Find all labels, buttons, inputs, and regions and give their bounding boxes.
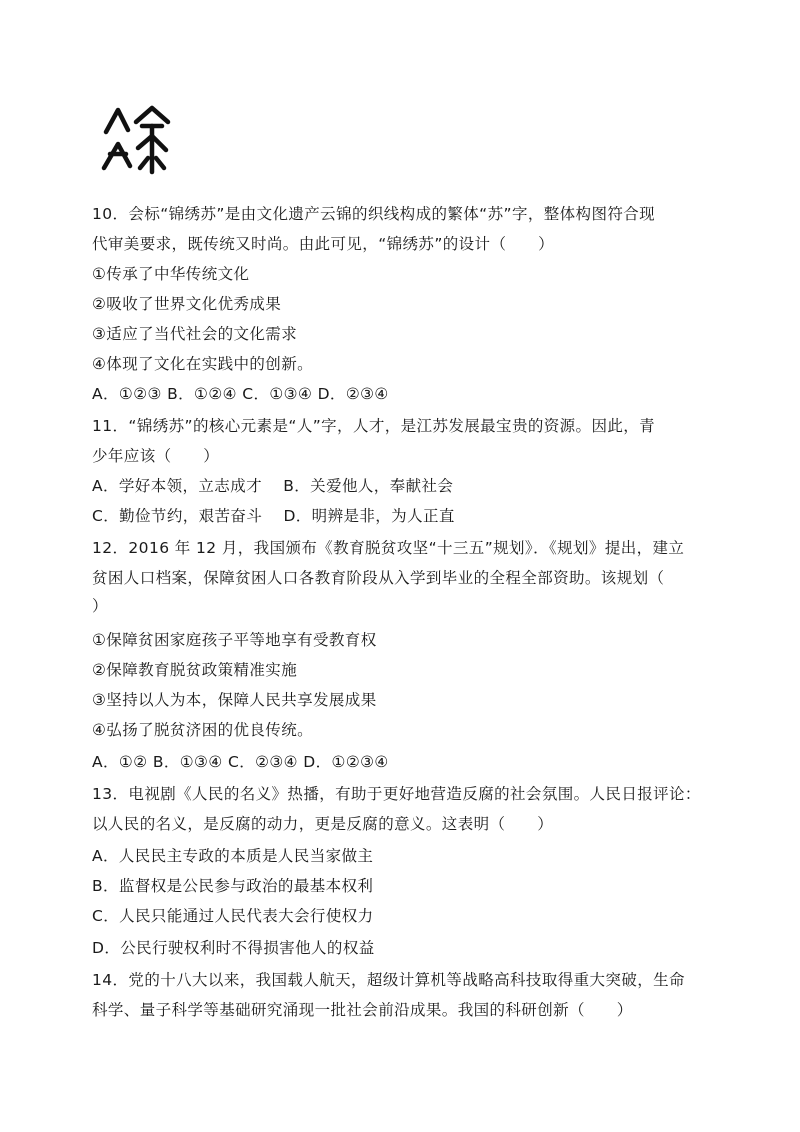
q10-option-3: ③适应了当代社会的文化需求 bbox=[92, 325, 298, 343]
q13-option-b: B．监督权是公民参与政治的最基本权利 bbox=[92, 877, 374, 895]
q12-option-1: ①保障贫困家庭孩子平等地享有受教育权 bbox=[92, 631, 377, 649]
q13-stem-line1: 13．电视剧《人民的名义》热播，有助于更好地营造反腐的社会氛围。人民日报评论： bbox=[92, 785, 701, 803]
q11-options-ab: A．学好本领，立志成才 B．关爱他人，奉献社会 bbox=[92, 477, 454, 495]
q10-answers: A．①②③ B．①②④ C．①③④ D．②③④ bbox=[92, 385, 389, 403]
q10-option-2: ②吸收了世界文化优秀成果 bbox=[92, 295, 282, 313]
q13-option-a: A．人民民主专政的本质是人民当家做主 bbox=[92, 847, 374, 865]
q12-stem-line1: 12．2016 年 12 月，我国颁布《教育脱贫攻坚“十三五”规划》．《规划》提出，建立 bbox=[92, 539, 685, 557]
q13-option-c: C．人民只能通过人民代表大会行使权力 bbox=[92, 907, 374, 925]
q14-stem-line2: 科学、量子科学等基础研究涌现一批社会前沿成果。我国的科研创新（ ） bbox=[92, 1001, 633, 1019]
q12-option-2: ②保障教育脱贫政策精准实施 bbox=[92, 661, 298, 679]
q12-stem-line2: 贫困人口档案，保障贫困人口各教育阶段从入学到毕业的全程全部资助。该规划（ bbox=[92, 569, 665, 587]
q12-answers: A．①② B．①③④ C．②③④ D．①②③④ bbox=[92, 753, 389, 771]
q14-stem-line1: 14．党的十八大以来，我国载人航天，超级计算机等战略高科技取得重大突破，生命 bbox=[92, 971, 685, 989]
q12-option-3: ③坚持以人为本，保障人民共享发展成果 bbox=[92, 691, 377, 709]
q13-stem-line2: 以人民的名义，是反腐的动力，更是反腐的意义。这表明（ ） bbox=[92, 815, 554, 833]
jinxiusu-logo-icon bbox=[96, 96, 180, 180]
q11-stem-line2: 少年应该（ ） bbox=[92, 447, 220, 465]
q10-option-1: ①传承了中华传统文化 bbox=[92, 265, 250, 283]
q11-stem-line1: 11．“锦绣苏”的核心元素是“人”字，人才，是江苏发展最宝贵的资源。因此，青 bbox=[92, 417, 656, 435]
q12-stem-line3: ） bbox=[92, 597, 108, 615]
q13-option-d: D．公民行驶权利时不得损害他人的权益 bbox=[92, 939, 375, 957]
q12-option-4: ④弘扬了脱贫济困的优良传统。 bbox=[92, 721, 313, 739]
q10-stem-line2: 代审美要求，既传统又时尚。由此可见，“锦绣苏”的设计（ ） bbox=[92, 235, 555, 253]
q10-option-4: ④体现了文化在实践中的创新。 bbox=[92, 355, 313, 373]
q10-stem-line1: 10．会标“锦绣苏”是由文化遗产云锦的织线构成的繁体“苏”字，整体构图符合现 bbox=[92, 205, 656, 223]
q11-options-cd: C．勤俭节约，艰苦奋斗 D．明辨是非，为人正直 bbox=[92, 507, 455, 525]
